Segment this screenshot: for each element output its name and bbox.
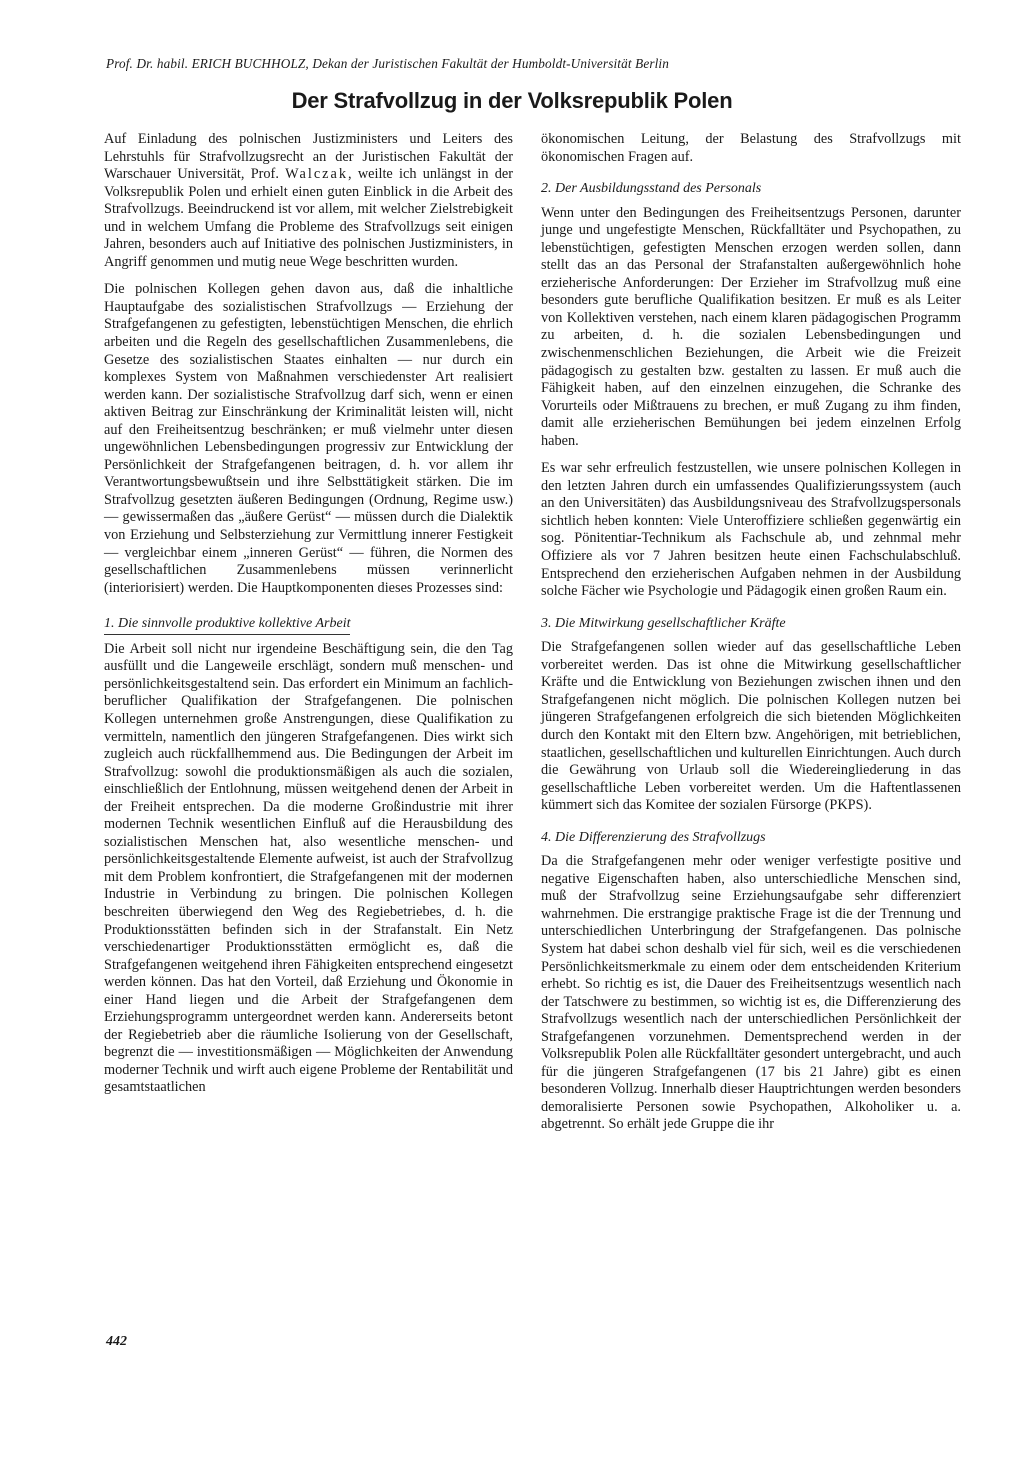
article-title: Der Strafvollzug in der Volksrepublik Polen: [291, 88, 733, 113]
author-line: Prof. Dr. habil. ERICH BUCHHOLZ, Dekan der Juristischen Fakultät der Humboldt-Universität Berlin: [106, 56, 669, 71]
paragraph: Die Arbeit soll nicht nur irgendeine Beschäftigung sein, die den Tag ausfüllt und die Langeweile erschlägt, sondern muß menschen- und persönlichkeitsgestaltend sein. Das erfordert ein Minimum an fachlich-beruflicher Qualifikation der Strafgefangenen. Die polnischen Kollegen unternehmen große Anstrengungen, diese Qualifikation zu vermitteln, namentlich den jüngeren Strafgefangenen. Dies wirkt sich zugleich auch rückfallhemmend aus. Die Bedingungen der Arbeit im Strafvollzug: sowohl die produktionsmäßigen als auch die sozialen, einschließlich der Entlohnung, müssen weitgehend denen der Arbeit in der Freiheit entsprechen. Da die moderne Großindustrie mit ihrer modernen Technik wesentlichen Einfluß auf die Herausbildung des sozialistischen Menschen hat, also wesentliche menschen- und persönlichkeitsgestaltende Elemente aufweist, ist auch der Strafvollzug mit dem Problem konfrontiert, die Strafgefangenen mit der modernen Industrie in Verbindung zu bringen. Die polnischen Kollegen beschreiten überwiegend den Weg des Regiebetriebes, d. h. die Produktionsstätten befinden sich in der Strafanstalt. Ein Netz verschiedenartiger Produktionsstätten ermöglicht es, daß die Strafgefangenen weitgehend ihren Fähigkeiten entsprechend eingesetzt werden können. Das hat den Vorteil, daß Erziehung und Ökonomie in einer Hand liegen und die Arbeit der Strafgefangenen dem Erziehungsprogramm untergeordnet werden kann. Andererseits betont der Regiebetrieb aber die räumliche Isolierung von der Gesellschaft, begrenzt die — investitionsmäßigen — Möglichkeiten der Anwendung moderner Technik und wirft auch eigene Probleme der Rentabilität und gesamtstaatlichen: [104, 640, 513, 1096]
section-heading: 3. Die Mitwirkung gesellschaftlicher Kräfte: [541, 615, 786, 631]
left-column: [104, 131, 513, 1107]
paragraph: Die Strafgefangenen sollen wieder auf das gesellschaftliche Leben vorbereitet werden. Das ist ohne die Mitwirkung gesellschaftlicher Kräfte und die Entwicklung von Beziehungen zwischen ihnen und den Strafgefangenen nicht möglich. Die polnischen Kollegen nutzen bei jüngeren Strafgefangenen erfolgreich die sich bietenden Möglichkeiten durch den Kontakt mit den Eltern bzw. Angehörigen, mit betrieblichen, staatlichen, gesellschaftlichen und kulturellen Einrichtungen. Auch durch die Gewährung von Urlaub soll die Wiedereingliederung in das gesellschaftliche Leben vorbereitet werden. Um die Haftentlassenen kümmert sich das Komitee der sozialen Fürsorge (PKPS).: [541, 639, 961, 814]
page-number: 442: [106, 1334, 127, 1349]
section-heading: 1. Die sinnvolle produktive kollektive Arbeit: [104, 615, 350, 635]
paragraph: [104, 131, 513, 271]
text: , weilte ich unlängst in der Volksrepublik Polen und erhielt einen guten Einblick in die Arbeit des Strafvollzugs. Beeindruckend ist vor allem, mit welcher Zielstrebigkeit und in welchem Umfang die Probleme des Strafvollzugs seit einigen Jahren, besonders auch auf Initiative des polnischen Justizministers, in Angriff genommen und mutig neue Wege beschritten wurden.: [104, 166, 514, 270]
section-heading: 2. Der Ausbildungsstand des Personals: [541, 181, 762, 197]
paragraph: Wenn unter den Bedingungen des Freiheitsentzugs Personen, darunter junge und ungefestigte Menschen, Rückfalltäter und Psychopathen, zu lebenstüchtigen, gefestigten Menschen erzogen werden sollen, dann stellt das an das Personal der Strafanstalten außergewöhnlich hohe erzieherische Anforderungen: Der Erzieher im Strafvollzug muß eine besonders gute berufliche Qualifikation besitzen. Er muß es als Leiter von Kollektiven verstehen, nach einem klaren pädagogischen Programm zu arbeiten, d. h. die sozialen Lebensbedingungen und zwischenmenschlichen Beziehungen, die Arbeit wie die Freizeit pädagogisch zu gestalten bzw. gestalten zu lassen. Er muß auch die Fähigkeit haben, auf den einzelnen einzugehen, die Schranke des Vorurteils oder Mißtrauens zu brechen, er muß Zugang zu ihm finden, damit alle erzieherischen Bemühungen bei jedem einzelnen Erfolg haben.: [541, 204, 961, 449]
paragraph: Es war sehr erfreulich festzustellen, wie unsere polnischen Kollegen in den letzten Jahren durch ein umfassendes Qualifizierungssystem (auch an den Universitäten) das Ausbildungsniveau des Strafvollzugspersonals sichtlich heben konnten: Viele Unteroffiziere schließen gegenwärtig ein sog. Pönitentiar-Technikum als Fachschule ab, und zehnmal mehr Offiziere als vor 7 Jahren besitzen heute einen Fachschulabschluß. Entsprechend den erzieherischen Aufgaben nehmen in der Ausbildung solche Fächer wie Psychologie und Pädagogik einen großen Raum ein.: [541, 460, 961, 600]
person-name: Walczak: [285, 166, 349, 183]
paragraph: Da die Strafgefangenen mehr oder weniger verfestigte positive und negative Eigenschaften haben, also unterschiedliche Menschen sind, muß der Strafvollzug seine Erziehungsaufgabe sehr differenziert wahrnehmen. Die erstrangige praktische Frage ist die der Trennung und unterschiedlichen Unterbringung der Strafgefangenen. Das polnische System hat dabei schon deshalb viel für sich, weil es die verschiedenen Persönlichkeitsmerkmale zu einem oder dem entscheidenden Kriterium erhebt. So richtig es ist, die Dauer des Freiheitsentzugs wesentlich nach der Tatschwere zu bestimmen, so wichtig ist es, die Differenzierung des Strafvollzugs wesentlich nach der unterschiedlichen Persönlichkeit der Strafgefangenen vorzunehmen. Dementsprechend werden in der Volksrepublik Polen alle Rückfalltäter gesondert untergebracht, und auch für die jüngeren Strafgefangenen (17 bis 21 Jahre) gibt es einen besonderen Vollzug. Innerhalb dieser Hauptrichtungen werden besonders demoralisierte Personen sowie Psychopathen, Alkoholiker u. a. abgetrennt. So erhält jede Gruppe die ihr: [541, 853, 961, 1133]
paragraph: ökonomischen Leitung, der Belastung des Strafvollzugs mit ökonomischen Fragen auf.: [541, 131, 961, 165]
right-column: [541, 131, 961, 1144]
section-heading: 4. Die Differenzierung des Strafvollzugs: [541, 829, 766, 845]
paragraph: Die polnischen Kollegen gehen davon aus, daß die inhaltliche Hauptaufgabe des sozialistischen Strafvollzugs — Erziehung der Strafgefangenen zu gefestigten, lebenstüchtigen Menschen, die ehrlich arbeiten und die Regeln des gesellschaftlichen Zusammenlebens, die Gesetze des sozialistischen Staates einhalten — nur durch ein komplexes System von Maßnahmen verschiedenster Art realisiert werden kann. Der sozialistische Strafvollzug darf sich, wenn er einen aktiven Beitrag zur Einschränkung der Kriminalität leisten will, nicht auf den Freiheitsentzug beschränken; er muß vielmehr unter diesen ungewöhnlichen Lebensbedingungen progressiv zur Entwicklung der Persönlichkeit der Strafgefangenen beitragen, d. h. vor allem ihr Verantwortungsbewußtsein und ihre Selbsttätigkeit stärken. Die im Strafvollzug gesetzten äußeren Bedingungen (Ordnung, Regime usw.) — gewissermaßen das „äußere Gerüst“ — müssen durch die Dialektik von Erziehung und Selbsterziehung zur Vermittlung innerer Festigkeit — vergleichbar einem „inneren Gerüst“ — führen, die Normen des gesellschaftlichen Zusammenlebens müssen verinnerlicht (interiorisiert) werden. Die Hauptkomponenten dieses Prozesses sind:: [104, 281, 513, 596]
text: Auf Einladung des polnischen Justizministers und Leiters des Lehrstuhls für Strafvollzugsrecht an der Juristischen Fakultät der Warschauer Universität, Prof.: [104, 131, 513, 183]
